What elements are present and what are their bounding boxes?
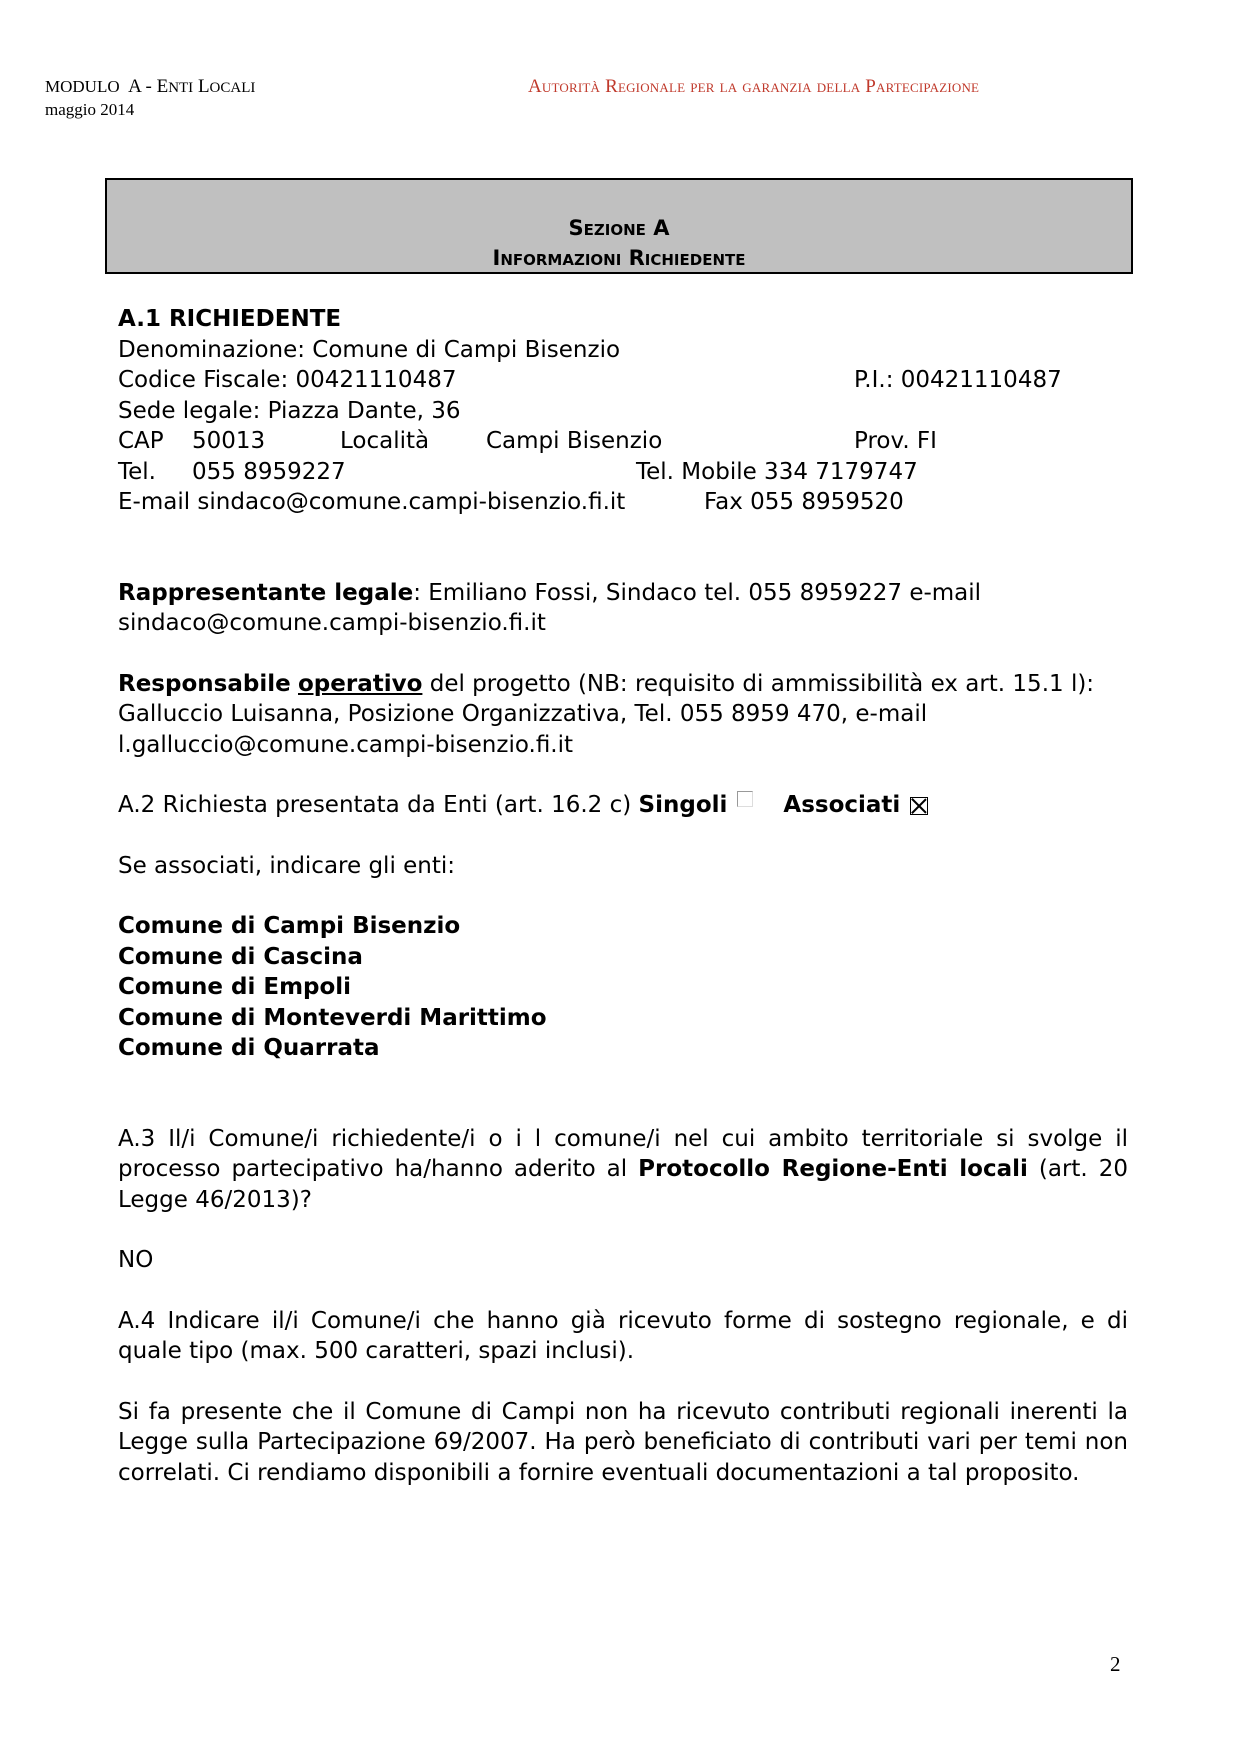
cap-label: CAP bbox=[118, 428, 164, 454]
tel-mobile: Tel. Mobile 334 7179747 bbox=[636, 458, 918, 485]
section-title: Sezione A bbox=[568, 216, 670, 240]
responsabile-label-underlined: operativo bbox=[298, 670, 423, 697]
provincia: Prov. FI bbox=[854, 428, 937, 454]
associati-label: Associati bbox=[783, 792, 901, 818]
localita-value: Campi Bisenzio bbox=[486, 428, 663, 454]
entity-item: Comune di Monteverdi Marittimo bbox=[118, 1004, 547, 1031]
a4-question: A.4 Indicare il/i Comune/i che hanno già ricevuto forme di sostegno regionale, e di quale tipo (max. 500 caratteri, spazi inclusi). bbox=[118, 1307, 1128, 1364]
tel-value: 055 8959227 bbox=[192, 458, 346, 485]
a3-text-after: (art. 20 Legge 46/2013)? bbox=[118, 1156, 1128, 1213]
denominazione: Denominazione: Comune di Campi Bisenzio bbox=[118, 336, 621, 363]
a2-text: A.2 Richiesta presentata da Enti (art. 16.2 c) bbox=[118, 792, 639, 818]
document-header-left bbox=[45, 76, 255, 121]
rappresentante-text: : Emiliano Fossi, Sindaco tel. 055 8959227 e-mail sindaco@comune.campi-bisenzio.fi.it bbox=[118, 579, 982, 636]
entity-item: Comune di Empoli bbox=[118, 974, 352, 1000]
partita-iva: P.I.: 00421110487 bbox=[854, 367, 1062, 393]
a4-answer: Si fa presente che il Comune di Campi non ha ricevuto contributi regionali inerenti la Legge sulla Partecipazione 69/2007. Ha però beneficiato di contributi vari per temi non correlati. Ci rendiamo disponibili a fornire eventuali documentazioni a tal proposito. bbox=[118, 1398, 1128, 1486]
entity-item: Comune di Quarrata bbox=[118, 1035, 380, 1061]
section-header-box bbox=[105, 178, 1133, 274]
tel-label: Tel. bbox=[118, 458, 156, 485]
singoli-label: Singoli bbox=[638, 792, 728, 818]
responsabile-text: del progetto (NB: requisito di ammissibilità ex art. 15.1 l): Galluccio Luisanna, Posizione Organizzativa, Tel. 055 8959 470, e-mail l.galluccio@comune.campi-bisenzio.fi.it bbox=[118, 670, 1095, 758]
rappresentante-legale bbox=[118, 578, 1128, 639]
responsabile-label: Responsabile bbox=[118, 670, 291, 697]
tel-row bbox=[118, 457, 1128, 488]
responsabile-operativo bbox=[118, 669, 1128, 761]
a3-question bbox=[118, 1124, 1128, 1216]
a3-answer: NO bbox=[118, 1247, 154, 1273]
a3-bold: Protocollo Regione-Enti locali bbox=[638, 1156, 1028, 1182]
associati-checkbox-checked[interactable] bbox=[910, 797, 928, 815]
entity-item: Comune di Cascina bbox=[118, 943, 363, 970]
entity-item: Comune di Campi Bisenzio bbox=[118, 913, 461, 939]
associated-entities-list bbox=[118, 911, 1128, 1064]
codice-fiscale: Codice Fiscale: 00421110487 bbox=[118, 367, 457, 393]
sede-legale: Sede legale: Piazza Dante, 36 bbox=[118, 397, 461, 424]
module-title: MODULO A - ENTI LOCALI bbox=[45, 76, 256, 97]
cap-row bbox=[118, 426, 1128, 457]
page-number: 2 bbox=[1110, 1652, 1121, 1676]
email: E-mail sindaco@comune.campi-bisenzio.fi.it bbox=[118, 489, 626, 515]
a2-prompt: Se associati, indicare gli enti: bbox=[118, 852, 456, 879]
authority-title: Autorità Regionale per la garanzia della Partecipazione bbox=[528, 76, 980, 97]
fax: Fax 055 8959520 bbox=[704, 489, 904, 515]
section-subtitle: Informazioni Richiedente bbox=[492, 246, 746, 270]
document-body bbox=[118, 304, 1128, 1488]
localita-label: Località bbox=[340, 428, 430, 454]
codice-fiscale-row bbox=[118, 365, 1128, 396]
a3-text: A.3 Il/i Comune/i richiedente/i o i l comune/i nel cui ambito territoriale si svolge il processo partecipativo ha/hanno aderito al bbox=[118, 1125, 1128, 1182]
a1-heading: A.1 RICHIEDENTE bbox=[118, 306, 342, 332]
a2-question bbox=[118, 790, 1128, 821]
email-row bbox=[118, 487, 1128, 518]
rappresentante-label: Rappresentante legale bbox=[118, 579, 414, 606]
singoli-checkbox[interactable] bbox=[737, 791, 753, 807]
cap-value: 50013 bbox=[192, 428, 266, 454]
module-date: maggio 2014 bbox=[45, 100, 135, 119]
